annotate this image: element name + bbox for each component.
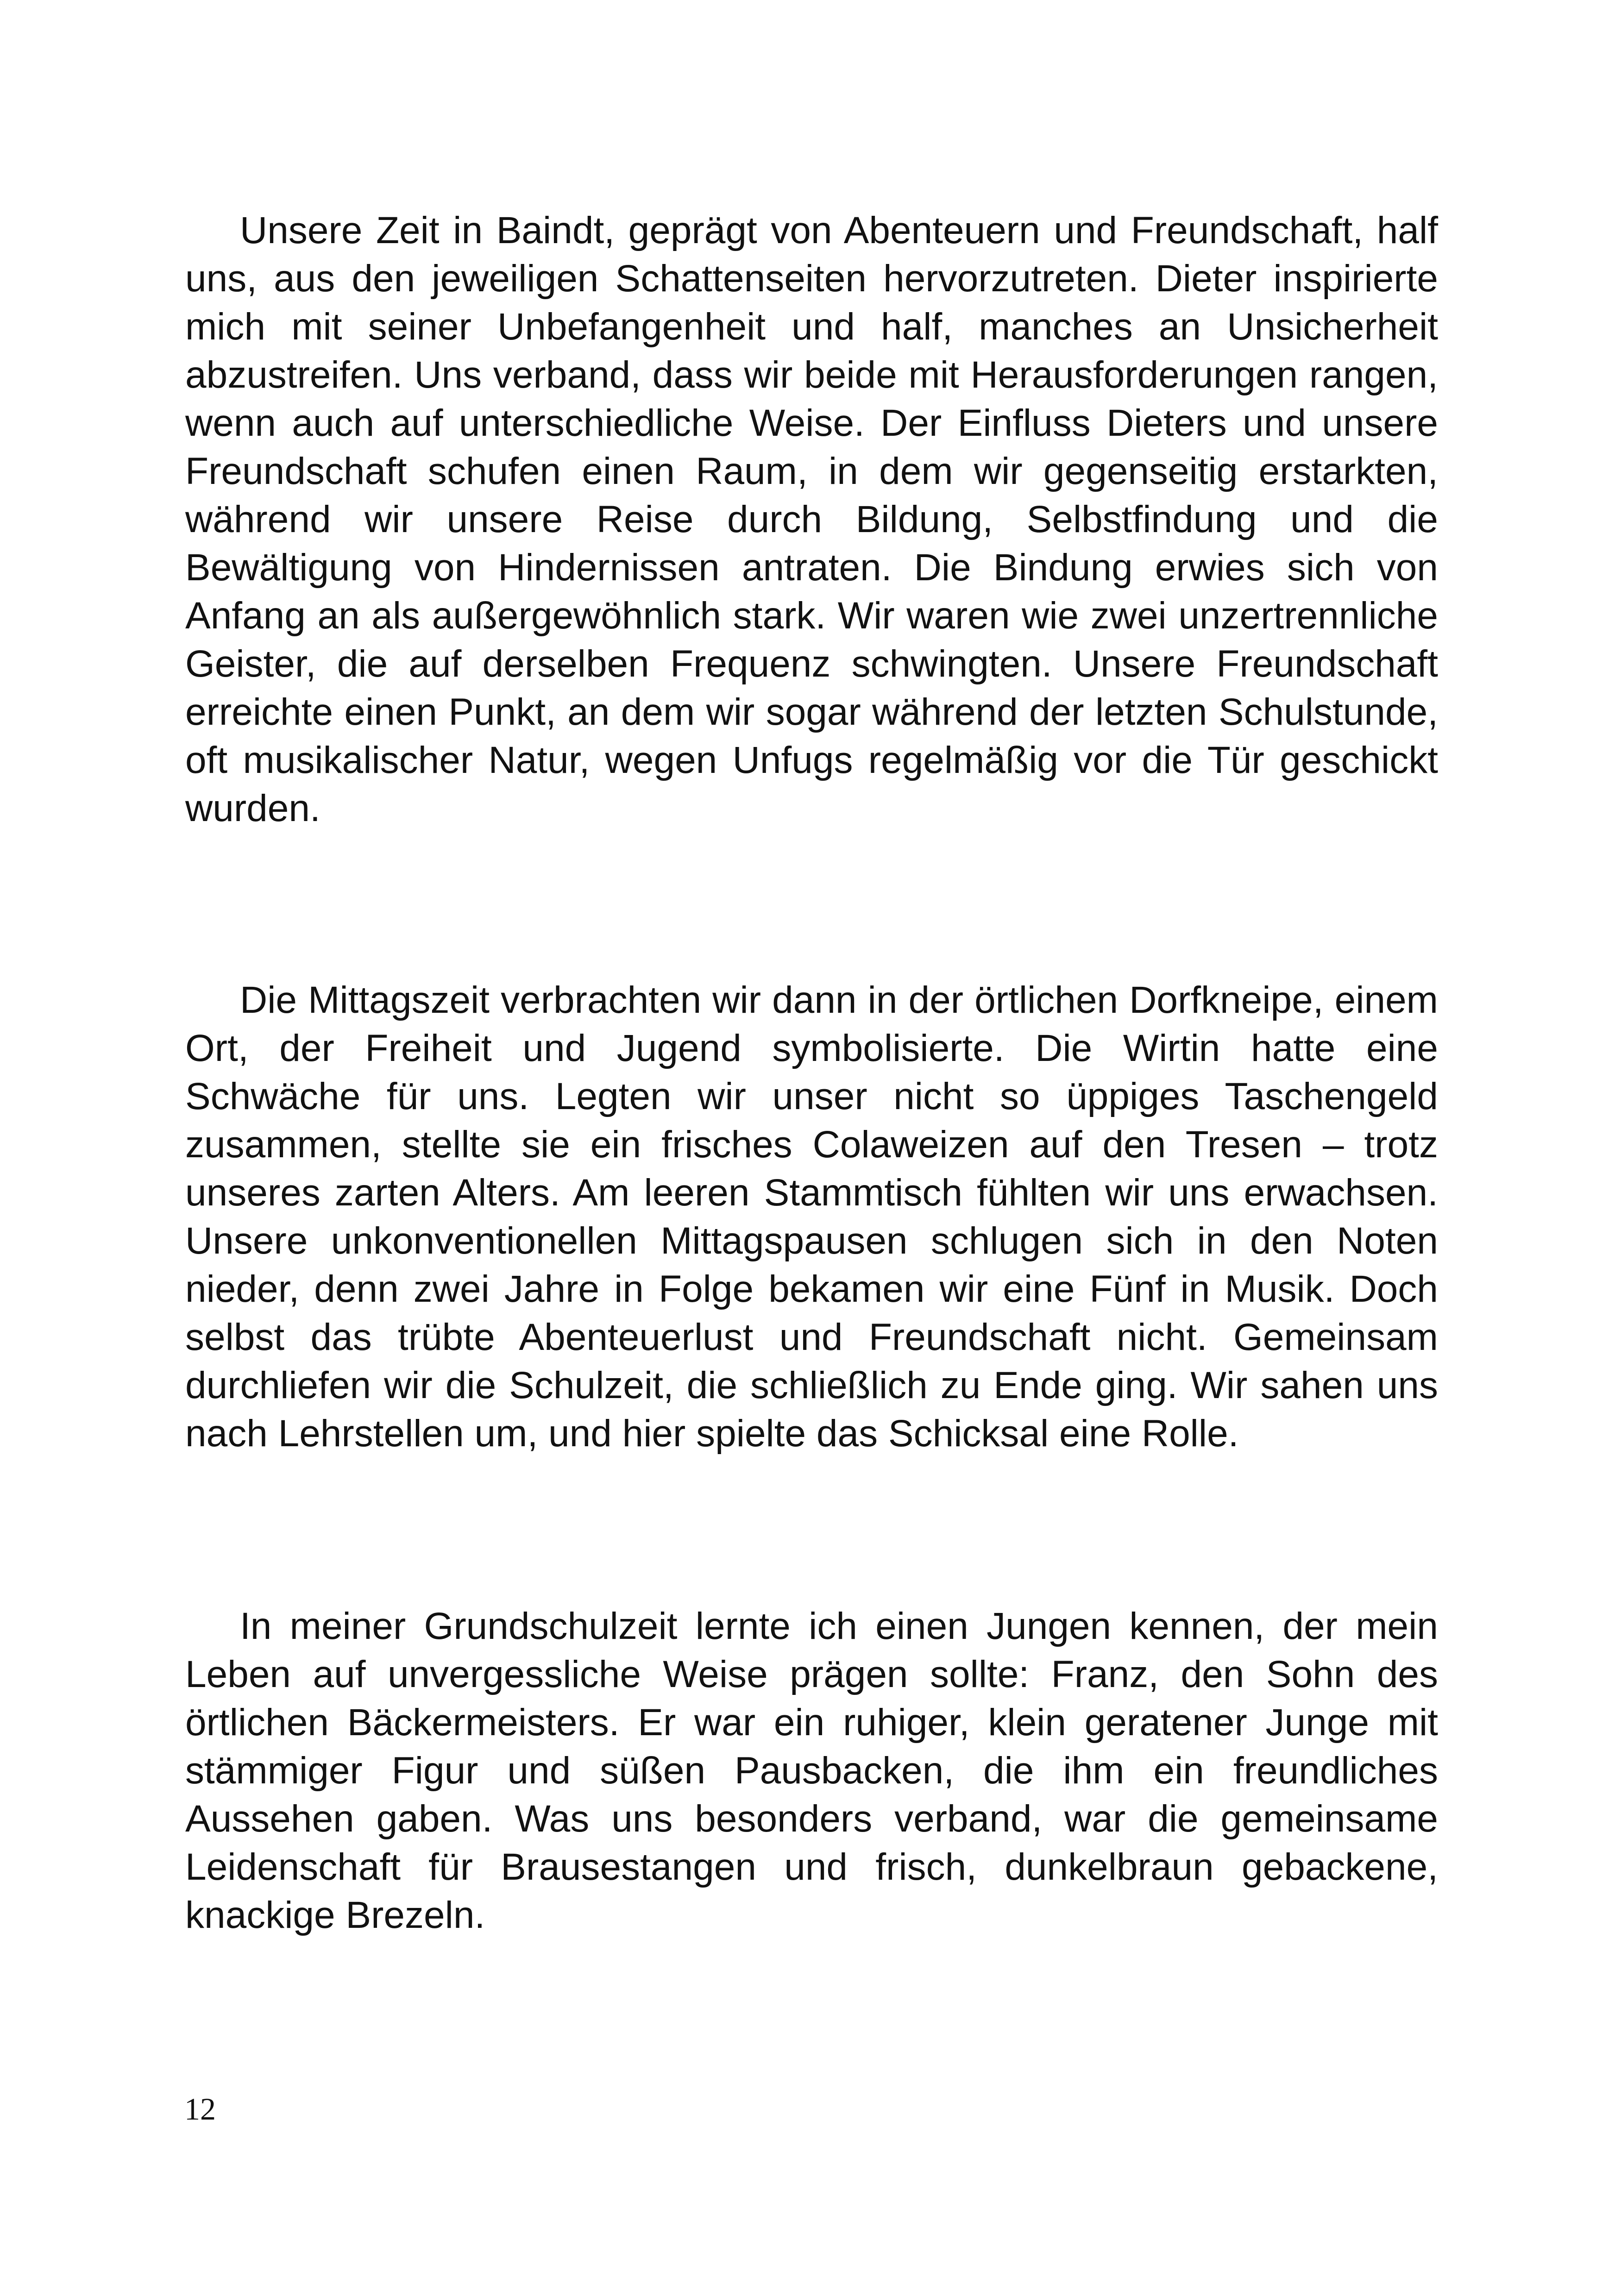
paragraph-1: Unsere Zeit in Baindt, geprägt von Abenteuern und Freundschaft, half uns, aus den jeweiligen Schattenseiten hervorzutreten. Dieter inspirierte mich mit seiner Unbefangenheit und half, manches an Unsicherheit abzustreifen. Uns verband, dass wir beide mit Herausforderungen rangen, wenn auch auf unterschiedliche Weise. Der Einfluss Dieters und unsere Freundschaft schufen einen Raum, in dem wir gegenseitig erstarkten, während wir unsere Reise durch Bildung, Selbstfindung und die Bewältigung von Hindernissen antraten. Die Bindung erwies sich von Anfang an als außergewöhnlich stark. Wir waren wie zwei unzertrennliche Geister, die auf derselben Frequenz schwingten. Unsere Freundschaft erreichte einen Punkt, an dem wir sogar während der letzten Schulstunde, oft musikalischer Natur, wegen Unfugs regelmäßig vor die Tür geschickt wurden. xyxy=(185,209,1438,829)
paragraph-2: Die Mittagszeit verbrachten wir dann in der örtlichen Dorfkneipe, einem Ort, der Freiheit und Jugend symbolisierte. Die Wirtin hatte eine Schwäche für uns. Legten wir unser nicht so üppiges Taschengeld zusammen, stellte sie ein frisches Colaweizen auf den Tresen – trotz unseres zarten Alters. Am leeren Stammtisch fühlten wir uns erwachsen. Unsere unkonventionellen Mittagspausen schlugen sich in den Noten nieder, denn zwei Jahre in Folge bekamen wir eine Fünf in Musik. Doch selbst das trübte Abenteuerlust und Freundschaft nicht. Gemeinsam durchliefen wir die Schulzeit, die schließlich zu Ende ging. Wir sahen uns nach Lehrstellen um, und hier spielte das Schicksal eine Rolle. xyxy=(185,979,1438,1455)
paragraph-3: In meiner Grundschulzeit lernte ich einen Jungen kennen, der mein Leben auf unvergessliche Weise prägen sollte: Franz, den Sohn des örtlichen Bäckermeisters. Er war ein ruhiger, klein geratener Junge mit stämmiger Figur und süßen Pausbacken, die ihm ein freundliches Aussehen gaben. Was uns besonders verband, war die gemeinsame Leidenschaft für Brausestangen und frisch, dunkelbraun gebackene, knackige Brezeln. xyxy=(185,1605,1438,1936)
page-number: 12 xyxy=(184,2091,216,2127)
